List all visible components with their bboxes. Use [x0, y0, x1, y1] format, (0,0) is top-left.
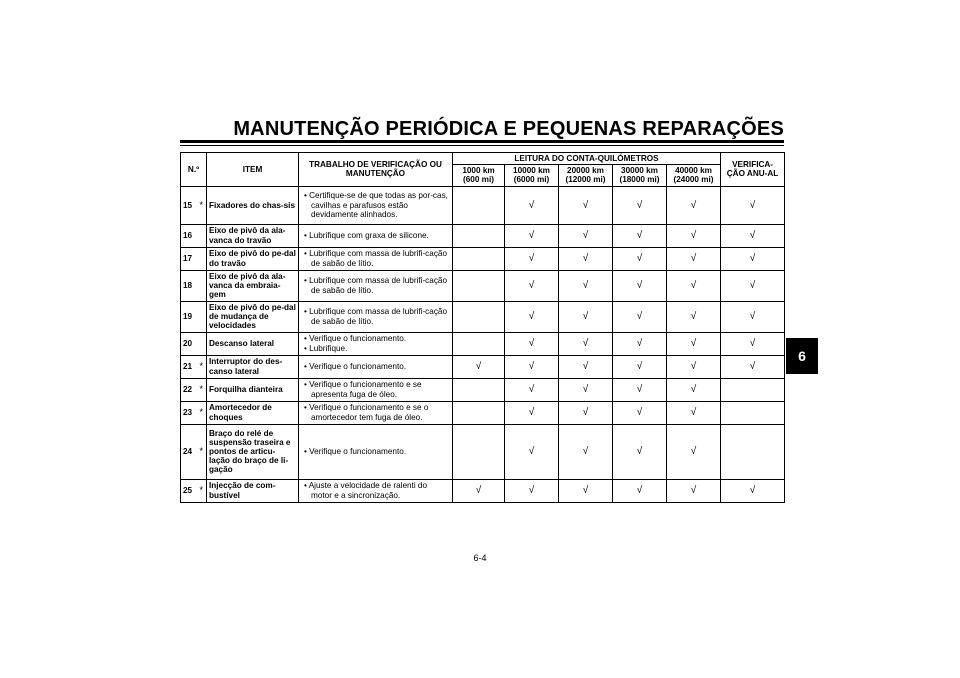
- row-work: [299, 401, 453, 424]
- row-number: 22: [181, 378, 197, 401]
- check-cell: √: [613, 270, 667, 301]
- interval-mi: (24000 mi): [673, 175, 714, 185]
- check-cell: √: [721, 270, 785, 301]
- row-item: Eixo de pivô da ala-vanca do travão: [207, 224, 299, 247]
- row-mark: [197, 301, 207, 332]
- row-item: Injecção de com-bustível: [207, 479, 299, 502]
- row-number: 15: [181, 186, 197, 224]
- work-line: • Certifique-se de que todas as por-cas, cavilhas e parafusos estão devidamente alinhados.: [304, 191, 448, 219]
- check-cell: √: [559, 247, 613, 270]
- check-cell: [453, 332, 505, 355]
- work-line: • Lubrifique com massa de lubrifi-cação de sabão de lítio.: [304, 276, 448, 295]
- check-cell: √: [613, 401, 667, 424]
- check-cell: √: [559, 224, 613, 247]
- row-work: [299, 247, 453, 270]
- header-interval: [453, 165, 505, 186]
- header-interval: [667, 165, 721, 186]
- row-number: 16: [181, 224, 197, 247]
- row-mark: *: [197, 424, 207, 479]
- check-cell: √: [559, 355, 613, 378]
- interval-mi: (18000 mi): [619, 175, 660, 185]
- row-item: Eixo de pivô da ala-vanca da embraia-gem: [207, 270, 299, 301]
- check-cell: [721, 424, 785, 479]
- row-number: 18: [181, 270, 197, 301]
- row-work: [299, 479, 453, 502]
- check-cell: √: [721, 186, 785, 224]
- check-cell: [453, 270, 505, 301]
- check-cell: √: [559, 401, 613, 424]
- page-number: 6-4: [473, 553, 487, 563]
- row-work: [299, 355, 453, 378]
- check-cell: √: [559, 301, 613, 332]
- row-item: Fixadores do chas-sis: [207, 186, 299, 224]
- check-cell: √: [667, 424, 721, 479]
- row-item: Eixo de pivô do pe-dal do travão: [207, 247, 299, 270]
- check-cell: √: [721, 355, 785, 378]
- check-cell: √: [613, 424, 667, 479]
- interval-km: 1000 km: [462, 166, 495, 176]
- table-row: [181, 401, 785, 424]
- interval-km: 10000 km: [513, 166, 550, 176]
- check-cell: [453, 301, 505, 332]
- header-no: N.º: [181, 153, 207, 187]
- work-line: • Verifique o funcionamento.: [304, 334, 407, 344]
- work-line: • Verifique o funcionamento e se apresenta fuga de óleo.: [304, 380, 422, 399]
- header-interval: [505, 165, 559, 186]
- check-cell: √: [453, 355, 505, 378]
- check-cell: √: [505, 247, 559, 270]
- check-cell: √: [667, 355, 721, 378]
- row-work: [299, 332, 453, 355]
- check-cell: √: [505, 224, 559, 247]
- row-item: Descanso lateral: [207, 332, 299, 355]
- table-row: [181, 332, 785, 355]
- work-line: • Lubrifique.: [304, 343, 348, 353]
- header-annual: VERIFICA-ÇÃO ANU-AL: [721, 153, 785, 187]
- row-number: 21: [181, 355, 197, 378]
- check-cell: √: [505, 332, 559, 355]
- row-item: Forquilha dianteira: [207, 378, 299, 401]
- row-mark: *: [197, 479, 207, 502]
- row-number: 19: [181, 301, 197, 332]
- check-cell: √: [613, 479, 667, 502]
- check-cell: √: [613, 301, 667, 332]
- check-cell: √: [559, 378, 613, 401]
- check-cell: √: [613, 224, 667, 247]
- header-interval: [613, 165, 667, 186]
- header-interval: [559, 165, 613, 186]
- check-cell: √: [667, 186, 721, 224]
- check-cell: [453, 378, 505, 401]
- check-cell: √: [721, 332, 785, 355]
- interval-km: 30000 km: [621, 166, 658, 176]
- check-cell: √: [505, 186, 559, 224]
- row-mark: *: [197, 401, 207, 424]
- work-line: • Verifique o funcionamento.: [304, 447, 407, 456]
- check-cell: √: [613, 378, 667, 401]
- check-cell: √: [721, 479, 785, 502]
- check-cell: √: [667, 479, 721, 502]
- row-item: Interruptor do des-canso lateral: [207, 355, 299, 378]
- interval-mi: (600 mi): [463, 175, 494, 185]
- section-tab[interactable]: 6: [786, 338, 818, 374]
- check-cell: √: [613, 332, 667, 355]
- check-cell: √: [505, 355, 559, 378]
- check-cell: √: [453, 479, 505, 502]
- check-cell: √: [721, 247, 785, 270]
- check-cell: √: [667, 401, 721, 424]
- table-row: [181, 378, 785, 401]
- work-line: • Verifique o funcionamento.: [304, 362, 407, 371]
- work-line: • Verifique o funcionamento e se o amortecedor tem fuga de óleo.: [304, 403, 429, 422]
- table-row: [181, 270, 785, 301]
- row-work: [299, 224, 453, 247]
- table-row: [181, 301, 785, 332]
- row-mark: [197, 224, 207, 247]
- row-mark: *: [197, 355, 207, 378]
- check-cell: √: [505, 479, 559, 502]
- row-item: Amortecedor de choques: [207, 401, 299, 424]
- check-cell: √: [613, 247, 667, 270]
- row-item: Braço do relé de suspensão traseira e pontos de articu-lação do braço de li-gação: [207, 424, 299, 479]
- check-cell: [453, 247, 505, 270]
- table-row: [181, 424, 785, 479]
- check-cell: [453, 401, 505, 424]
- check-cell: √: [559, 424, 613, 479]
- row-number: 24: [181, 424, 197, 479]
- row-number: 23: [181, 401, 197, 424]
- check-cell: [721, 401, 785, 424]
- check-cell: √: [721, 224, 785, 247]
- check-cell: √: [559, 479, 613, 502]
- row-item: Eixo de pivô do pe-dal de mudança de velocidades: [207, 301, 299, 332]
- check-cell: √: [667, 224, 721, 247]
- table-row: [181, 186, 785, 224]
- check-cell: √: [559, 332, 613, 355]
- row-mark: [197, 270, 207, 301]
- row-mark: [197, 247, 207, 270]
- interval-km: 20000 km: [567, 166, 604, 176]
- check-cell: √: [667, 247, 721, 270]
- check-cell: √: [667, 378, 721, 401]
- row-number: 25: [181, 479, 197, 502]
- check-cell: √: [505, 270, 559, 301]
- interval-mi: (12000 mi): [565, 175, 606, 185]
- work-line: • Ajuste a velocidade de ralenti do motor e a sincronização.: [304, 481, 428, 500]
- title-rule-thick: [180, 140, 784, 143]
- interval-mi: (6000 mi): [513, 175, 550, 185]
- page-title: MANUTENÇÃO PERIÓDICA E PEQUENAS REPARAÇÕES: [233, 118, 784, 140]
- row-work: [299, 270, 453, 301]
- row-number: 17: [181, 247, 197, 270]
- check-cell: √: [721, 301, 785, 332]
- row-work: [299, 424, 453, 479]
- table-row: [181, 224, 785, 247]
- work-line: • Lubrifique com massa de lubrifi-cação de sabão de lítio.: [304, 249, 448, 268]
- header-item: ITEM: [207, 153, 299, 187]
- check-cell: √: [505, 424, 559, 479]
- row-work: [299, 378, 453, 401]
- row-number: 20: [181, 332, 197, 355]
- check-cell: √: [613, 186, 667, 224]
- row-work: [299, 301, 453, 332]
- row-mark: *: [197, 378, 207, 401]
- check-cell: [453, 224, 505, 247]
- check-cell: √: [613, 355, 667, 378]
- maintenance-table: [180, 152, 785, 503]
- check-cell: √: [559, 186, 613, 224]
- work-line: • Lubrifique com massa de lubrifi-cação de sabão de lítio.: [304, 307, 448, 326]
- interval-km: 40000 km: [675, 166, 712, 176]
- header-odometer: LEITURA DO CONTA-QUILÓMETROS: [453, 153, 721, 165]
- check-cell: √: [505, 378, 559, 401]
- check-cell: √: [667, 301, 721, 332]
- row-mark: [197, 332, 207, 355]
- header-work: TRABALHO DE VERIFICAÇÃO OU MANUTENÇÃO: [299, 153, 453, 187]
- table-row: [181, 479, 785, 502]
- check-cell: [453, 186, 505, 224]
- check-cell: √: [505, 301, 559, 332]
- check-cell: √: [667, 332, 721, 355]
- title-rule-thin: [180, 145, 784, 146]
- check-cell: [721, 378, 785, 401]
- row-work: [299, 186, 453, 224]
- table-row: [181, 247, 785, 270]
- row-mark: *: [197, 186, 207, 224]
- check-cell: [453, 424, 505, 479]
- check-cell: √: [559, 270, 613, 301]
- table-row: [181, 355, 785, 378]
- check-cell: √: [667, 270, 721, 301]
- work-line: • Lubrifique com graxa de silicone.: [304, 231, 429, 240]
- check-cell: √: [505, 401, 559, 424]
